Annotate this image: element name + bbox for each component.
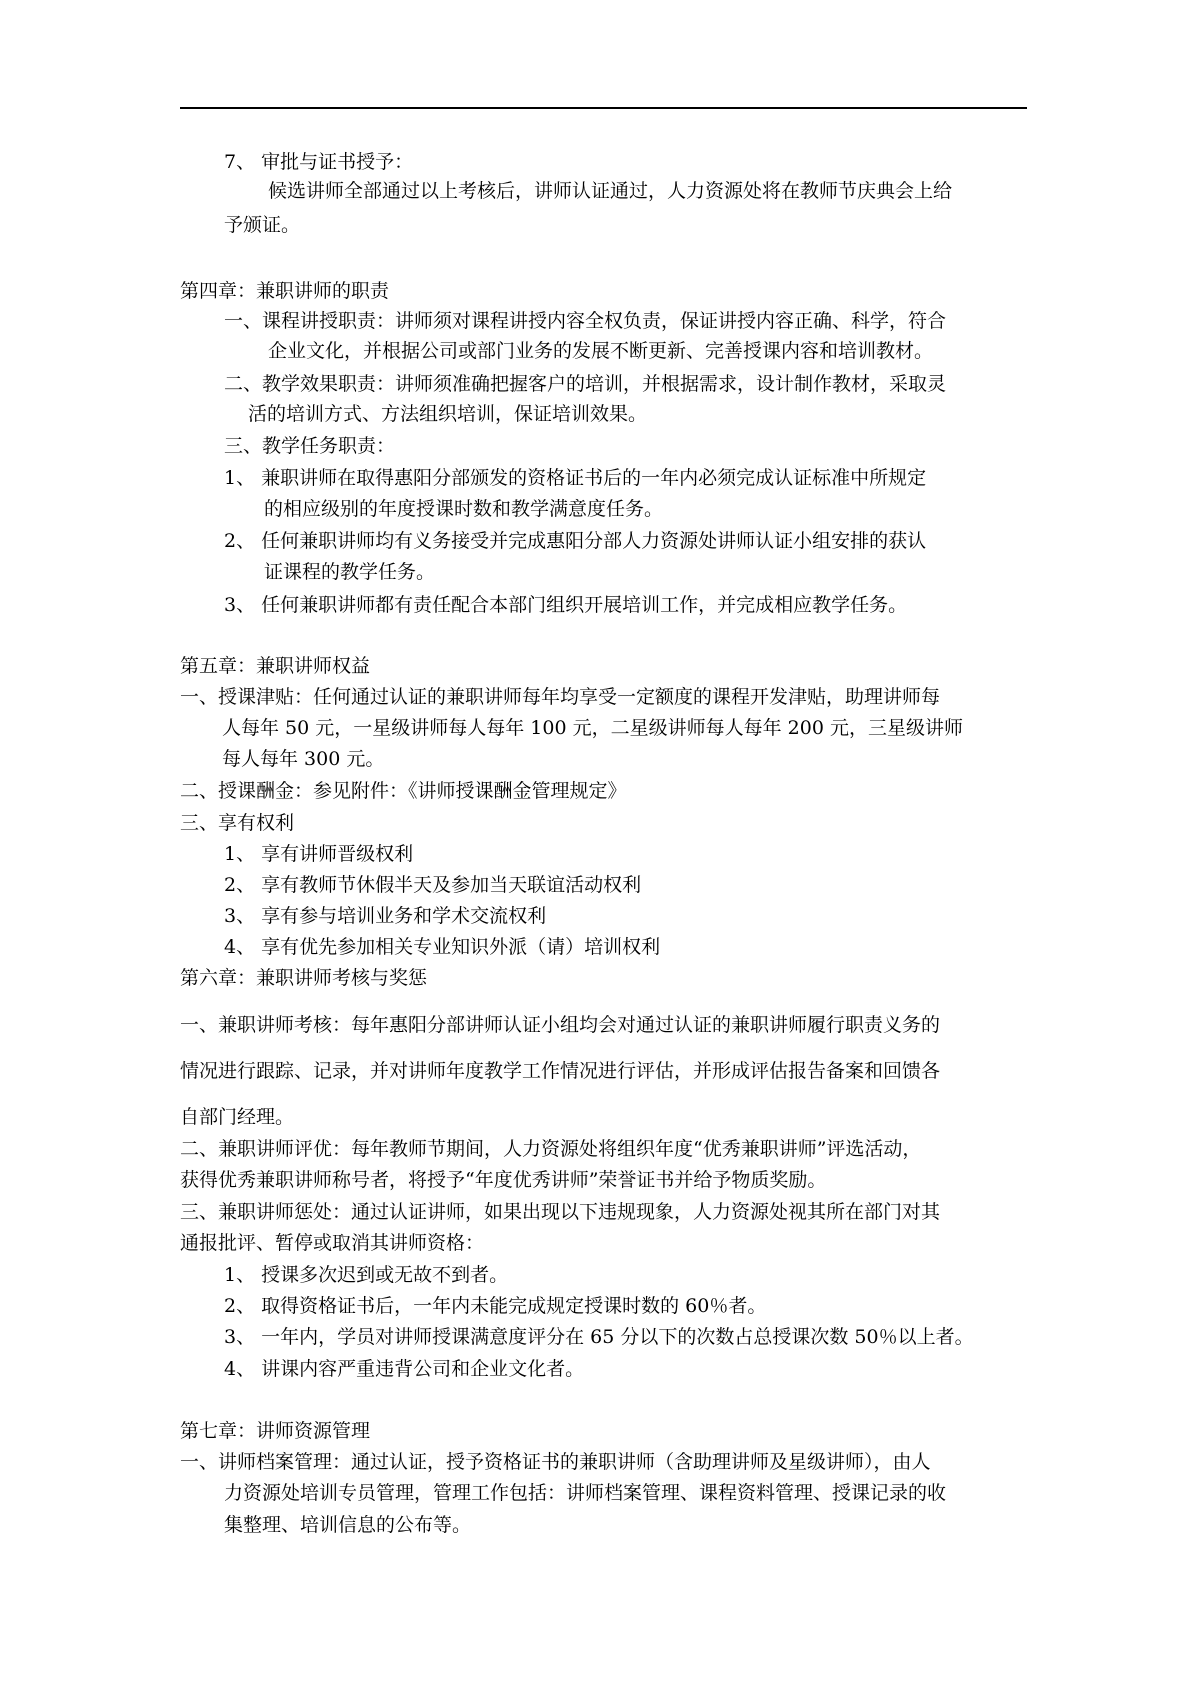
- text-line: 候选讲师全部通过以上考核后，讲师认证通过，人力资源处将在教师节庆典会上给: [268, 180, 953, 202]
- text-line: 二、教学效果职责：讲师须准确把握客户的培训，并根据需求，设计制作教材，采取灵: [224, 373, 947, 395]
- text-line: 4、 享有优先参加相关专业知识外派（请）培训权利: [224, 936, 661, 958]
- text-line: 3、 享有参与培训业务和学术交流权利: [224, 905, 547, 927]
- text-line: 予颁证。: [224, 214, 301, 236]
- text-line: 一、讲师档案管理：通过认证，授予资格证书的兼职讲师（含助理讲师及星级讲师），由人: [180, 1451, 931, 1473]
- text-line: 集整理、培训信息的公布等。: [224, 1514, 472, 1536]
- text-line: 活的培训方式、方法组织培训，保证培训效果。: [248, 403, 648, 425]
- text-line: 1、 兼职讲师在取得惠阳分部颁发的资格证书后的一年内必须完成认证标准中所规定: [224, 467, 927, 489]
- text-line: 3、 一年内，学员对讲师授课满意度评分在 65 分以下的次数占总授课次数 50％以上者。: [224, 1326, 974, 1348]
- text-line: 企业文化，并根据公司或部门业务的发展不断更新、完善授课内容和培训教材。: [268, 340, 934, 362]
- text-line: 一、授课津贴：任何通过认证的兼职讲师每年均享受一定额度的课程开发津贴，助理讲师每: [180, 686, 941, 708]
- text-line: 3、 任何兼职讲师都有责任配合本部门组织开展培训工作，并完成相应教学任务。: [224, 594, 908, 616]
- chapter-heading: 第四章：兼职讲师的职责: [180, 280, 390, 302]
- text-line: 二、兼职讲师评优：每年教师节期间，人力资源处将组织年度“优秀兼职讲师”评选活动，: [180, 1138, 922, 1160]
- text-line: 4、 讲课内容严重违背公司和企业文化者。: [224, 1358, 585, 1380]
- text-line: 1、 授课多次迟到或无故不到者。: [224, 1264, 509, 1286]
- text-line: 获得优秀兼职讲师称号者，将授予“年度优秀讲师”荣誉证书并给予物质奖励。: [180, 1169, 827, 1191]
- text-line: 7、 审批与证书授予：: [224, 151, 414, 173]
- text-line: 每人每年 300 元。: [222, 748, 385, 770]
- chapter-heading: 第六章：兼职讲师考核与奖惩: [180, 967, 428, 989]
- text-line: 2、 取得资格证书后，一年内未能完成规定授课时数的 60％者。: [224, 1295, 767, 1317]
- text-line: 三、享有权利: [180, 812, 295, 834]
- header-rule: [180, 107, 1027, 109]
- chapter-heading: 第七章：讲师资源管理: [180, 1420, 371, 1442]
- text-line: 二、授课酬金：参见附件：《讲师授课酬金管理规定》: [180, 780, 627, 802]
- text-line: 自部门经理。: [180, 1106, 295, 1128]
- text-line: 通报批评、暂停或取消其讲师资格：: [180, 1232, 485, 1254]
- text-line: 一、课程讲授职责：讲师须对课程讲授内容全权负责，保证讲授内容正确、科学，符合: [224, 310, 947, 332]
- text-line: 人每年 50 元，一星级讲师每人每年 100 元，二星级讲师每人每年 200 元，三星级讲师: [222, 717, 963, 739]
- text-line: 的相应级别的年度授课时数和教学满意度任务。: [264, 498, 664, 520]
- text-line: 三、教学任务职责：: [224, 435, 396, 457]
- text-line: 1、 享有讲师晋级权利: [224, 843, 414, 865]
- text-line: 三、兼职讲师惩处：通过认证讲师，如果出现以下违规现象，人力资源处视其所在部门对其: [180, 1201, 941, 1223]
- chapter-heading: 第五章：兼职讲师权益: [180, 655, 371, 677]
- text-line: 2、 任何兼职讲师均有义务接受并完成惠阳分部人力资源处讲师认证小组安排的获认: [224, 530, 927, 552]
- text-line: 证课程的教学任务。: [264, 561, 436, 583]
- text-line: 2、 享有教师节休假半天及参加当天联谊活动权利: [224, 874, 642, 896]
- text-line: 一、兼职讲师考核：每年惠阳分部讲师认证小组均会对通过认证的兼职讲师履行职责义务的: [180, 1014, 941, 1036]
- text-line: 情况进行跟踪、记录，并对讲师年度教学工作情况进行评估，并形成评估报告备案和回馈各: [180, 1060, 941, 1082]
- text-line: 力资源处培训专员管理，管理工作包括：讲师档案管理、课程资料管理、授课记录的收: [224, 1482, 947, 1504]
